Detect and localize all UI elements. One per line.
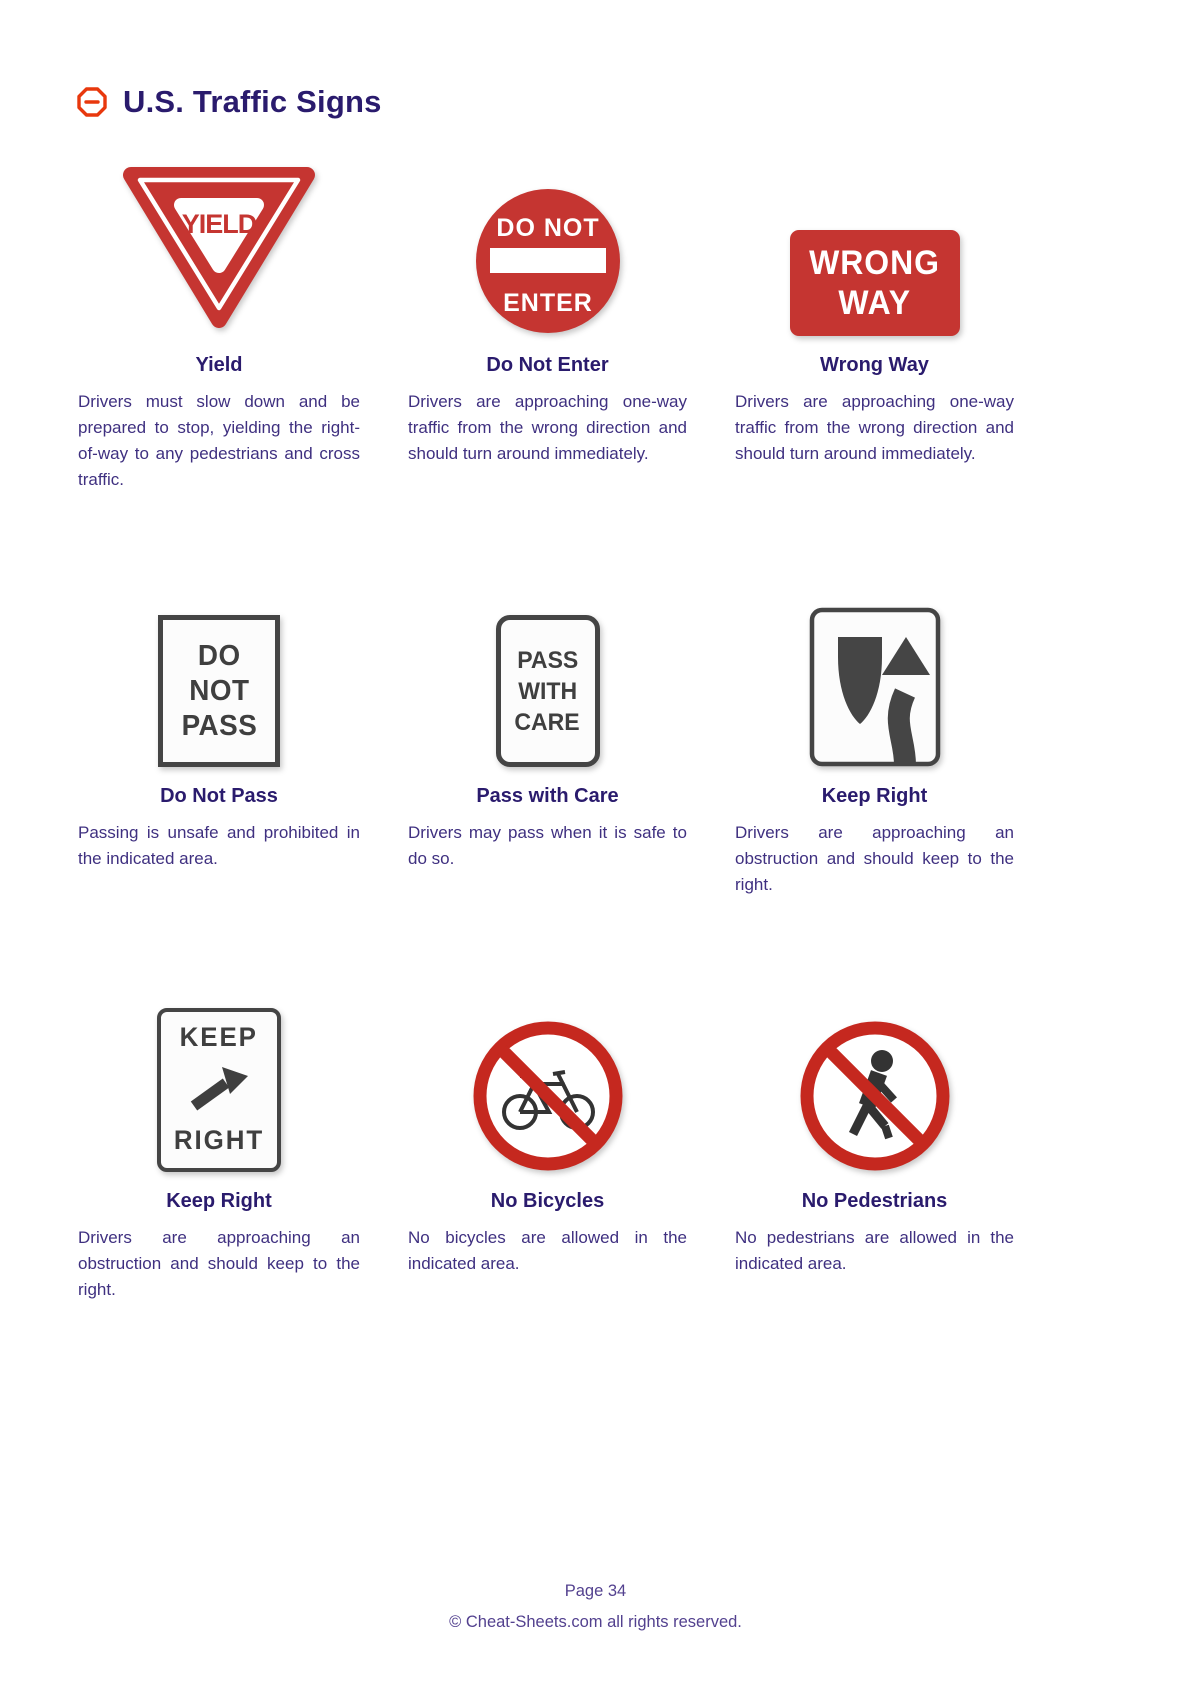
- traffic-signs-grid: [78, 154, 1014, 1303]
- do-not-enter-bottom-word: ENTER: [502, 289, 593, 317]
- sign-card-keep-right-symbol: [735, 585, 1014, 898]
- do-not-enter-sign-icon: [473, 186, 623, 336]
- sign-title: Wrong Way: [820, 354, 929, 376]
- sign-card-yield: [78, 154, 360, 493]
- sign-description: Drivers are approaching one-way traffic from the wrong direction and should turn around immediately.: [408, 392, 687, 463]
- sign-description: Passing is unsafe and prohibited in the indicated area.: [78, 823, 360, 868]
- sign-title: Pass with Care: [476, 785, 619, 807]
- sign-card-no-pedestrians: [735, 990, 1014, 1303]
- do-not-enter-sign-graphic: [408, 154, 687, 336]
- sign-title: Yield: [195, 354, 243, 376]
- wrong-way-sign-graphic: [735, 154, 1014, 336]
- do-not-enter-top-word: DO NOT: [495, 214, 600, 242]
- sign-card-keep-right-text: [78, 990, 360, 1303]
- keep-right-text-sign-icon: [157, 1008, 281, 1172]
- wrong-way-line1: WRONG: [809, 244, 940, 282]
- copyright-text: © Cheat-Sheets.com all rights reserved.: [449, 1613, 742, 1631]
- sign-title: No Bicycles: [490, 1190, 605, 1212]
- sign-description: Drivers may pass when it is safe to do so.: [408, 823, 687, 868]
- no-bicycles-sign-graphic: [408, 990, 687, 1172]
- do-not-pass-sign-graphic: [78, 585, 360, 767]
- wrong-way-sign-icon: [790, 230, 960, 336]
- sign-title: Do Not Enter: [486, 354, 609, 376]
- pass-with-care-line2: WITH: [518, 677, 577, 705]
- pass-with-care-line1: PASS: [516, 646, 579, 674]
- pass-with-care-sign-icon: [496, 615, 600, 767]
- sign-card-no-bicycles: [408, 990, 687, 1303]
- up-right-arrow-icon: [186, 1066, 252, 1112]
- sign-card-wrong-way: [735, 154, 1014, 493]
- keep-right-symbol-icon: [809, 607, 941, 767]
- do-not-pass-line1: DO: [197, 639, 241, 672]
- sign-description: No pedestrians are allowed in the indicated area.: [735, 1228, 1014, 1273]
- sign-title: Keep Right: [821, 785, 928, 807]
- keep-right-word-bottom: RIGHT: [173, 1125, 265, 1155]
- do-not-pass-line2: NOT: [188, 674, 250, 707]
- no-pedestrians-sign-icon: [799, 1020, 951, 1172]
- yield-sign-graphic: [78, 154, 360, 336]
- yield-sign-word: YIELD: [181, 209, 257, 239]
- stop-octagon-minus-icon: [76, 86, 108, 118]
- sign-description: Drivers are approaching an obstruction and should keep to the right.: [78, 1228, 360, 1299]
- page-number: Page 34: [564, 1582, 627, 1600]
- wrong-way-line2: WAY: [838, 284, 911, 322]
- do-not-pass-sign-icon: [158, 615, 280, 767]
- sign-title: No Pedestrians: [801, 1190, 948, 1212]
- keep-right-word-top: KEEP: [179, 1022, 259, 1052]
- no-bicycles-sign-icon: [472, 1020, 624, 1172]
- sign-title: Do Not Pass: [160, 785, 278, 807]
- sign-description: Drivers must slow down and be prepared to stop, yielding the right-of-way to any pedestrians and cross traffic.: [78, 392, 360, 489]
- page-title: U.S. Traffic Signs: [123, 84, 382, 119]
- pass-with-care-line3: CARE: [514, 708, 581, 736]
- page-header: [0, 0, 1191, 120]
- page-footer: [0, 1576, 1191, 1638]
- no-pedestrians-sign-graphic: [735, 990, 1014, 1172]
- keep-right-text-graphic: [78, 990, 360, 1172]
- do-not-pass-line3: PASS: [181, 709, 257, 742]
- sign-description: Drivers are approaching one-way traffic from the wrong direction and should turn around immediately.: [735, 392, 1014, 463]
- sign-description: No bicycles are allowed in the indicated area.: [408, 1228, 687, 1273]
- sign-title: Keep Right: [166, 1190, 272, 1212]
- pass-with-care-sign-graphic: [408, 585, 687, 767]
- sign-description: Drivers are approaching an obstruction and should keep to the right.: [735, 823, 1014, 894]
- keep-right-symbol-graphic: [735, 585, 1014, 767]
- sign-card-do-not-enter: [408, 154, 687, 493]
- yield-sign-icon: [117, 160, 321, 336]
- sign-card-pass-with-care: [408, 585, 687, 898]
- sign-card-do-not-pass: [78, 585, 360, 898]
